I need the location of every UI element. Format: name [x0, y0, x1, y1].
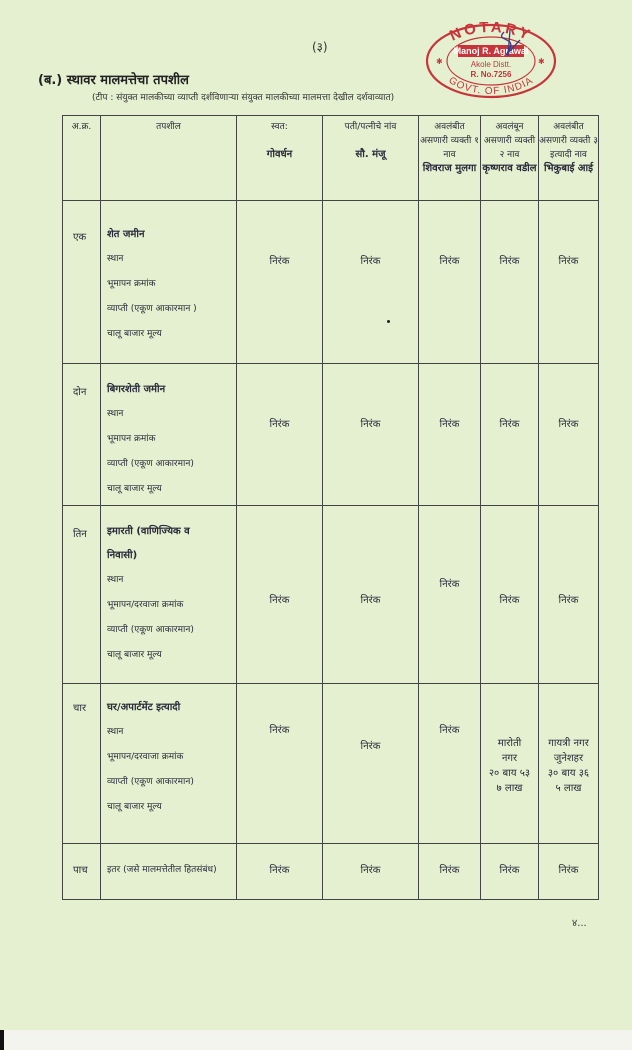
- row-detail: [101, 506, 237, 684]
- value-cell: निरंक: [237, 684, 323, 844]
- value-cell: निरंक: [539, 844, 599, 900]
- row-title-cont: निवासी): [107, 550, 138, 561]
- value-cell: निरंक: [539, 506, 599, 684]
- table-row: [63, 364, 599, 506]
- value-cell: निरंक: [539, 364, 599, 506]
- row-sr: पाच: [63, 844, 101, 900]
- dep3-house-line: ५ लाख: [555, 783, 582, 794]
- row-line: व्याप्ती (एकूण आकारमान): [107, 459, 194, 469]
- header-dep2-name: कृष्णराव वडील: [482, 163, 537, 174]
- stamp-place: Akole Distt.: [470, 60, 512, 69]
- header-self-label: स्वत:: [271, 122, 288, 132]
- table-row: [63, 844, 599, 900]
- value-cell: निरंक: [419, 506, 481, 684]
- header-dep3-label: अवलंबीत असणारी व्यक्ती ३ इत्यादी नाव: [539, 122, 598, 160]
- value-cell: निरंक: [237, 201, 323, 364]
- stamp-reg: R. No.7256: [470, 70, 512, 79]
- value-cell: निरंक: [323, 506, 419, 684]
- dep3-house-line: गायत्री नगर: [548, 738, 589, 749]
- table-header-row: [63, 116, 599, 201]
- row-sr: एक: [63, 201, 101, 364]
- row-line: चालू बाजार मूल्य: [107, 329, 162, 339]
- value-cell: निरंक: [481, 844, 539, 900]
- table-row: [63, 201, 599, 364]
- stamp-bottom-text: GOVT. OF INDIA: [446, 75, 536, 98]
- value-cell: निरंक: [237, 506, 323, 684]
- svg-text:✱: ✱: [436, 57, 443, 66]
- row-line: व्याप्ती (एकूण आकारमान): [107, 625, 194, 635]
- row-sr: चार: [63, 684, 101, 844]
- dep2-house-line: ७ लाख: [496, 783, 523, 794]
- value-cell: निरंक: [237, 364, 323, 506]
- row-line: भूमापन क्रमांक: [107, 279, 156, 289]
- row-line: स्थान: [107, 254, 124, 264]
- value-cell: निरंक: [539, 201, 599, 364]
- header-spouse: [323, 116, 419, 201]
- row-detail: [101, 684, 237, 844]
- header-spouse-name: सौ. मंजू: [355, 149, 386, 160]
- row-detail: [101, 844, 237, 900]
- header-dep3: [539, 116, 599, 201]
- value-cell: निरंक: [419, 684, 481, 844]
- page-bottom-margin: [0, 1030, 632, 1050]
- dep2-house-line: मारोती: [497, 738, 522, 749]
- row-line: स्थान: [107, 727, 124, 737]
- row-title: इतर (जसे मालमत्तेतील हितसंबंध): [107, 865, 217, 875]
- value-cell: निरंक: [323, 844, 419, 900]
- table-row: [63, 684, 599, 844]
- notary-stamp: [424, 22, 558, 100]
- dep2-house-line: २० बाय ५३: [488, 768, 531, 779]
- row-line: भूमापन क्रमांक: [107, 434, 156, 444]
- dep2-house-line: नगर: [501, 753, 518, 764]
- value-cell: निरंक: [323, 684, 419, 844]
- header-dep1: [419, 116, 481, 201]
- value-cell: निरंक: [323, 364, 419, 506]
- dep2-house-cell: [481, 684, 539, 844]
- value-cell: निरंक: [419, 364, 481, 506]
- row-line: स्थान: [107, 409, 124, 419]
- header-detail: तपशील: [101, 116, 237, 201]
- header-dep2: [481, 116, 539, 201]
- row-line: चालू बाजार मूल्य: [107, 802, 162, 812]
- row-sr: तिन: [63, 506, 101, 684]
- continuation-marker: ४...: [572, 918, 587, 929]
- svg-text:✱: ✱: [538, 57, 545, 66]
- row-line: व्याप्ती (एकूण आकारमान ): [107, 304, 197, 314]
- row-sr: दोन: [63, 364, 101, 506]
- header-dep1-name: शिवराज मुलगा: [422, 163, 477, 174]
- stamp-name: Manoj R. Agrawal: [453, 46, 529, 56]
- value-cell: निरंक: [419, 844, 481, 900]
- scan-edge: [0, 1030, 4, 1050]
- header-sr: अ.क्र.: [63, 116, 101, 201]
- page-number: (३): [312, 40, 328, 54]
- ink-dot: [387, 320, 390, 323]
- row-line: व्याप्ती (एकूण आकारमान): [107, 777, 194, 787]
- row-line: भूमापन/दरवाजा क्रमांक: [107, 600, 184, 610]
- row-line: स्थान: [107, 575, 124, 585]
- header-self-name: गोवर्धन: [266, 149, 293, 160]
- header-spouse-label: पती/पत्नीचे नांव: [344, 122, 397, 132]
- section-note: (टीप : संयुक्त मालकीच्या व्याप्ती दर्शविणाऱ्या संयुक्त मालकीच्या मालमत्ता देखील दर्शवाव्यात): [92, 93, 395, 103]
- header-self: [237, 116, 323, 201]
- row-detail: [101, 201, 237, 364]
- row-title: बिगरशेती जमीन: [107, 384, 166, 395]
- row-title: इमारती (वाणिज्यिक व: [107, 526, 190, 537]
- value-cell: निरंक: [419, 201, 481, 364]
- dep3-house-line: ३० बाय ३६: [547, 768, 590, 779]
- notary-stamp-graphic: [424, 22, 558, 100]
- value-cell: निरंक: [481, 506, 539, 684]
- section-title: (ब.) स्थावर मालमत्तेचा तपशील: [38, 73, 189, 88]
- row-line: चालू बाजार मूल्य: [107, 484, 162, 494]
- row-detail: [101, 364, 237, 506]
- stamp-top-text: NOTARY: [447, 22, 535, 45]
- header-dep1-label: अवलंबीत असणारी व्यक्ती १ नाव: [420, 122, 479, 160]
- value-cell: निरंक: [323, 201, 419, 364]
- value-cell: निरंक: [481, 201, 539, 364]
- dep3-house-line: जुनेशहर: [553, 753, 584, 764]
- header-dep2-label: अवलंबून असणारी व्यक्ती २ नाव: [483, 122, 536, 160]
- header-dep3-name: भिकुबाई आई: [543, 163, 594, 174]
- table-row: [63, 506, 599, 684]
- row-line: चालू बाजार मूल्य: [107, 650, 162, 660]
- value-cell: निरंक: [237, 844, 323, 900]
- row-title: शेत जमीन: [107, 229, 145, 240]
- dep3-house-cell: [539, 684, 599, 844]
- row-title: घर/अपार्टमेंट इत्यादी: [107, 702, 181, 713]
- immovable-assets-table: [62, 115, 599, 900]
- row-line: भूमापन/दरवाजा क्रमांक: [107, 752, 184, 762]
- value-cell: निरंक: [481, 364, 539, 506]
